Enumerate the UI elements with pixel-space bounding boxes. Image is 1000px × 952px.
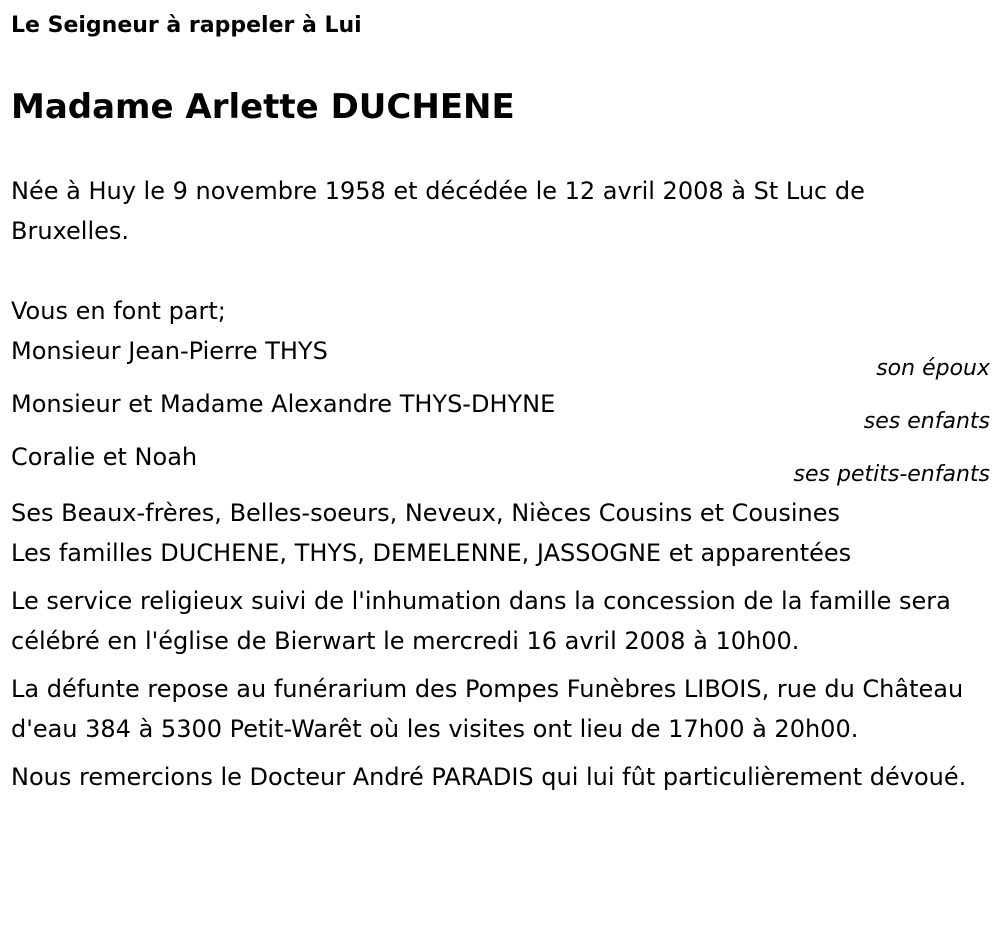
extended-family-line: Les familles DUCHENE, THYS, DEMELENNE, JASSOGNE et apparentées (11, 539, 852, 567)
relative-role: son époux (876, 356, 990, 381)
relative-entry (11, 437, 990, 490)
page-title: Madame Arlette DUCHENE (11, 87, 515, 127)
relative-name: Monsieur et Madame Alexandre THYS-DHYNE (11, 390, 556, 418)
service-paragraph: Le service religieux suivi de l'inhumation dans la concession de la famille sera célébré en l'église de Bierwart le mercredi 16 avril 2008 à 10h00. (11, 587, 951, 655)
extended-family-line: Ses Beaux-frères, Belles-soeurs, Neveux, Nièces Cousins et Cousines (11, 499, 840, 527)
intro-line: Le Seigneur à rappeler à Lui (11, 13, 362, 38)
relative-name: Coralie et Noah (11, 443, 198, 471)
announce-line: Vous en font part; (11, 297, 226, 325)
relative-name: Monsieur Jean-Pierre THYS (11, 337, 328, 365)
visitation-paragraph: La défunte repose au funérarium des Pompes Funèbres LIBOIS, rue du Château d'eau 384 à 5300 Petit-Warêt où les visites ont lieu de 17h00 à 20h00. (11, 675, 964, 743)
relative-entry (11, 331, 990, 384)
relative-role: ses petits-enfants (793, 462, 990, 487)
relative-entry (11, 384, 990, 437)
thanks-paragraph: Nous remercions le Docteur André PARADIS qui lui fût particulièrement dévoué. (11, 763, 967, 791)
birth-death-line: Née à Huy le 9 novembre 1958 et décédée le 12 avril 2008 à St Luc de Bruxelles. (11, 177, 865, 245)
relative-role: ses enfants (863, 409, 990, 434)
